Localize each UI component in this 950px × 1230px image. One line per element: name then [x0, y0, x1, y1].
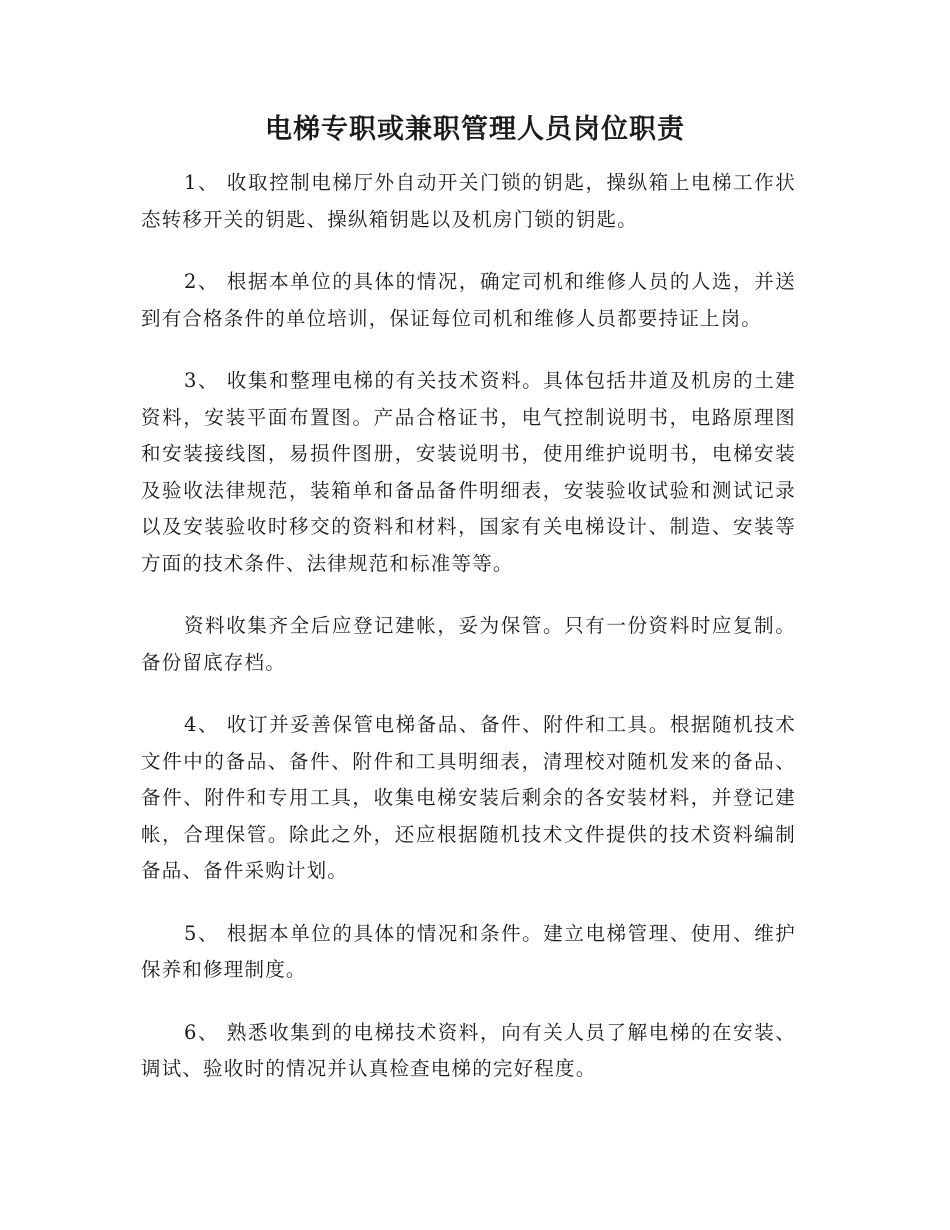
paragraph-item-1: 1、 收取控制电梯厅外自动开关门锁的钥匙，操纵箱上电梯工作状态转移开关的钥匙、操纵箱钥匙以及机房门锁的钥匙。: [141, 171, 796, 231]
paragraph-item-6: 6、 熟悉收集到的电梯技术资料，向有关人员了解电梯的在安装、调试、验收时的情况并认真检查电梯的完好程度。: [141, 1020, 796, 1080]
paragraph-item-3: 3、 收集和整理电梯的有关技术资料。具体包括井道及机房的土建资料，安装平面布置图。产品合格证书，电气控制说明书，电路原理图和安装接线图，易损件图册，安装说明书，使用维护说明书，电梯安装及验收法律规范，装箱单和备品备件明细表，安装验收试验和测试记录以及安装验收时移交的资料和材料，国家有关电梯设计、制造、安装等方面的技术条件、法律规范和标准等等。: [141, 369, 796, 575]
paragraph-item-2: 2、 根据本单位的具体的情况，确定司机和维修人员的人选，并送到有合格条件的单位培训，保证每位司机和维修人员都要持证上岗。: [141, 270, 796, 330]
paragraph-item-5: 5、 根据本单位的具体的情况和条件。建立电梯管理、使用、维护保养和修理制度。: [141, 921, 796, 981]
document-title: 电梯专职或兼职管理人员岗位职责: [265, 114, 685, 145]
paragraph-archive-note: 资料收集齐全后应登记建帐，妥为保管。只有一份资料时应复制。备份留底存档。: [141, 614, 796, 674]
paragraph-item-4: 4、 收订并妥善保管电梯备品、备件、附件和工具。根据随机技术文件中的备品、备件、附件和工具明细表，清理校对随机发来的备品、备件、附件和专用工具，收集电梯安装后剩余的各安装材料，并登记建帐，合理保管。除此之外，还应根据随机技术文件提供的技术资料编制备品、备件采购计划。: [141, 713, 796, 882]
document-body: [141, 165, 796, 1114]
